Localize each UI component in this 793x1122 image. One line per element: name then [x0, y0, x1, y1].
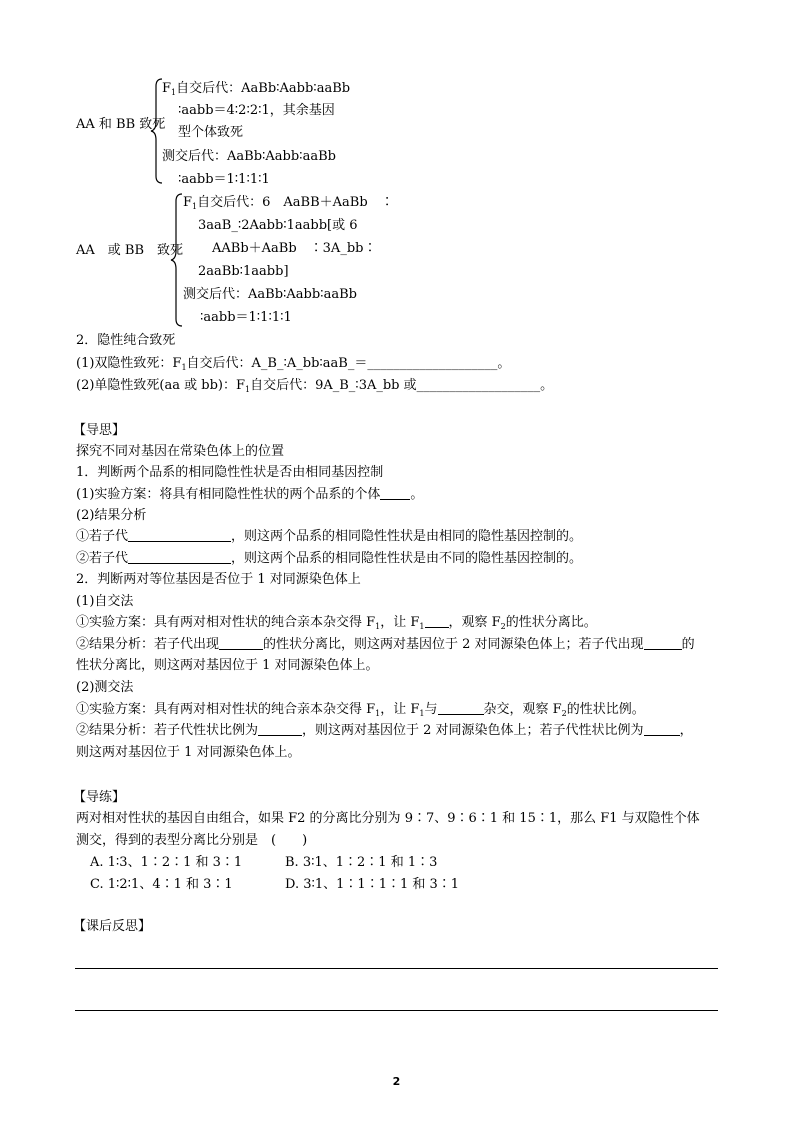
brace2-bracket [170, 193, 184, 327]
daosi-m1-res: ②结果分析：若子代出现 的性状分离比，则这两对基因位于 2 对同源染色体上；若子代出现 的 [76, 637, 695, 652]
brace1-line4: 测交后代：AaBb∶Aabb∶aaBb [162, 149, 336, 164]
brace2-line5: 测交后代：AaBb∶Aabb∶aaBb [183, 287, 357, 302]
m2-res-blank1[interactable] [258, 723, 302, 736]
daosi-s1: 1．判断两个品系的相同隐性性状是否由相同基因控制 [76, 465, 384, 480]
daosi-m2: (2)测交法 [76, 680, 134, 695]
daosi-s1-result: (2)结果分析 [76, 508, 147, 523]
r2-blank[interactable] [128, 551, 231, 564]
daosi-m2-res: ②结果分析：若子代性状比例为 ，则这两对基因位于 2 对同源染色体上；若子代性状比例为 ， [76, 723, 693, 738]
daosi-topic: 探究不同对基因在常染色体上的位置 [76, 444, 285, 459]
daosi-m1: (1)自交法 [76, 594, 134, 609]
daosi-r1: ①若子代 ，则这两个品系的相同隐性性状是由相同的隐性基因控制的。 [76, 529, 583, 544]
m2-res-blank2[interactable] [644, 723, 680, 736]
reflection-line-2[interactable] [75, 1010, 718, 1011]
recessive-q2-blank[interactable]: ___________________ [416, 378, 541, 393]
brace2-line6: ∶aabb＝1∶1∶1∶1 [200, 310, 292, 325]
reflection-heading: 【课后反思】 [73, 919, 152, 934]
brace1-line5: ∶aabb＝1∶1∶1∶1 [178, 172, 270, 187]
daolian-heading: 【导练】 [73, 790, 126, 805]
brace2-line3: AABb＋AaBb ∶3A_bb∶ [212, 241, 377, 256]
daosi-m2-plan: ①实验方案：具有两对相对性状的纯合亲本杂交得 $F_1$，让 $F_1$与 杂交，观察 $F_2$的性状比例。 [76, 702, 645, 718]
brace2-line2: 3aaB_∶2Aabb∶1aabb[或 6 [198, 218, 358, 233]
brace2-line4: 2aaBb∶1aabb] [198, 264, 289, 279]
m1-res-blank2[interactable] [644, 637, 682, 650]
daosi-s1-plan: (1)实验方案：将具有相同隐性性状的两个品系的个体 。 [76, 487, 424, 502]
recessive-q1: (1)双隐性致死：$F_1$自交后代：A_B_∶A_bb∶aaB_＝____________________。 [76, 356, 511, 372]
brace1-line1: $F_1$自交后代：AaBb∶Aabb∶aaBb [162, 81, 351, 97]
daosi-s2: 2．判断两对等位基因是否位于 1 对同源染色体上 [76, 572, 361, 587]
r1-blank[interactable] [128, 529, 231, 542]
brace1-label: AA 和 BB 致死 [76, 117, 166, 132]
reflection-line-1[interactable] [75, 968, 718, 969]
option-b[interactable]: B. 3∶1、1∶2∶1 和 1∶3 [285, 855, 438, 870]
daosi-heading: 【导思】 [73, 423, 126, 438]
page-number: 2 [392, 1075, 401, 1088]
option-d[interactable]: D. 3∶1、1∶1∶1∶1 和 3∶1 [285, 877, 460, 892]
m1-plan-blank[interactable] [425, 615, 449, 628]
daosi-m1-plan: ①实验方案：具有两对相对性状的纯合亲本杂交得 $F_1$，让 $F_1$ ，观察 $F_2$的性状分离比。 [76, 615, 597, 631]
recessive-q1-blank[interactable]: ____________________ [367, 356, 498, 371]
daosi-m2-res-cont: 则这两对基因位于 1 对同源染色体上。 [76, 745, 301, 760]
option-c[interactable]: C. 1∶2∶1、4∶1 和 3∶1 [90, 877, 233, 892]
daosi-r2: ②若子代 ，则这两个品系的相同隐性性状是由不同的隐性基因控制的。 [76, 551, 583, 566]
s1-plan-blank[interactable] [380, 487, 410, 500]
brace2-label: AA 或 BB 致死 [76, 243, 184, 258]
recessive-heading: 2．隐性纯合致死 [76, 333, 176, 348]
daosi-m1-res-cont: 性状分离比，则这两对基因位于 1 对同源染色体上。 [76, 658, 379, 673]
m1-res-blank1[interactable] [219, 637, 263, 650]
option-a[interactable]: A. 1∶3、1∶2∶1 和 3∶1 [90, 855, 243, 870]
daolian-question-line2: 测交，得到的表型分离比分别是 ( ) [76, 833, 308, 848]
recessive-q2: (2)单隐性致死(aa 或 bb)：$F_1$自交后代：9A_B_∶3A_bb 或___________________。 [76, 378, 554, 394]
brace1-line3: 型个体致死 [178, 125, 244, 140]
brace2-line1: $F_1$自交后代：6 AaBB＋AaBb ∶ [183, 195, 394, 211]
daolian-question-line1: 两对相对性状的基因自由组合，如果 F2 的分离比分别为 9∶7、9∶6∶1 和 15∶1，那么 F1 与双隐性个体 [76, 811, 700, 826]
brace1-line2: ∶aabb＝4∶2∶2∶1，其余基因 [178, 103, 335, 118]
m2-plan-blank[interactable] [438, 702, 484, 715]
